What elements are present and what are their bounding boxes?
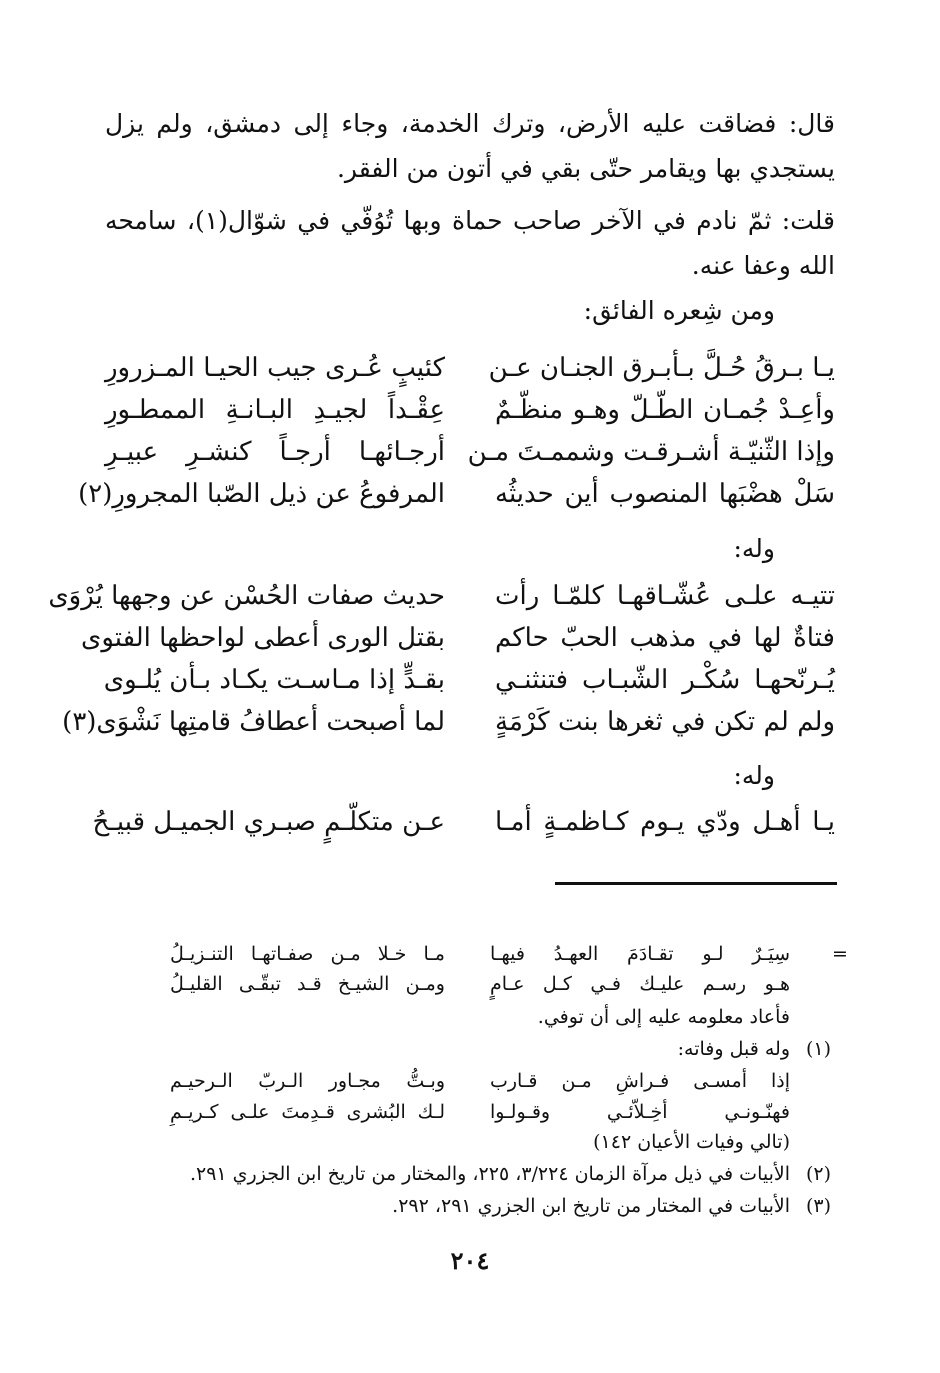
footnote-rule (555, 882, 837, 885)
para2-line2: الله وعفا عنه. (691, 251, 835, 280)
poem2-verse4-right: ولم لم تكن في ثغرها بنت كَرْمَةٍ (495, 707, 835, 737)
footnote3-text: الأبيات في المختار من تاريخ ابن الجزري ٢٩١، ٢٩٢. (392, 1195, 790, 1217)
poem2-intro: وله: (733, 534, 775, 563)
para1-line1: قال: فضاقت عليه الأرض، وترك الخدمة، وجاء إلى دمشق، ولم يزل (105, 109, 835, 138)
continuation-mark: = (832, 943, 848, 965)
poem2-verse1-right: تتيـه علـى عُشّـاقهـا كلمّـا رأت (495, 581, 835, 611)
poem1-verse3-right: وإذا الثّنيّـة أشـرقـت وشممـتَ مـن (467, 437, 835, 467)
cont-line: فأعاد معلومه عليه إلى أن توفي. (537, 1006, 790, 1028)
fn1-verse1-left: وبـتُّ مجـاور الـربّ الـرحيـم (170, 1070, 445, 1092)
cont-verse1-right: سِيَـرٌ لـو تقـادَمَ العهـدُ فيهـا (490, 943, 790, 965)
cont-verse2-right: هـو رسـم عليـك فـي كـل عـامٍ (490, 973, 790, 995)
poem2-verse2-right: فتاةٌ لها في مذهب الحبّ حاكم (495, 623, 835, 653)
cont-verse2-left: ومـن الشيـخ قـد تبقّـى القليـلُ (170, 973, 445, 995)
poem1-verse4-left: المرفوعُ عن ذيل الصّبا المجرورِ(٢) (78, 479, 445, 509)
poem3-verse1-right: يـا أهـل ودّي يـوم كـاظمـةٍ أمـا (495, 807, 835, 837)
poem3-intro: وله: (733, 761, 775, 790)
footnote2-number: (٢) (806, 1163, 832, 1185)
page-number: ٢٠٤ (450, 1246, 490, 1275)
footnote1-source: (تالي وفيات الأعيان ١٤٢) (593, 1131, 790, 1153)
footnote1-number: (١) (806, 1038, 832, 1060)
poem2-verse1-left: حديث صفات الحُسْن عن وجهها يُرْوَى (48, 581, 445, 611)
fn1-verse2-right: فهنّـونـي أخِـلاّئـي وقـولـوا (490, 1101, 790, 1123)
poem2-verse4-left: لما أصبحت أعطافُ قامتِها نَشْوَى(٣) (62, 707, 445, 737)
footnote3-number: (٣) (806, 1195, 832, 1217)
poem3-verse1-left: عـن متكلّـمٍ صبـري الجميـل قبيـحُ (92, 807, 445, 837)
fn1-verse2-left: لـك البُشرى قـدِمتَ علـى كـريـمِ (170, 1101, 445, 1123)
poem1-verse2-right: وأعِـدْ جُمـان الطّـلّ وهـو منظّـمٌ (495, 395, 835, 425)
poem2-verse2-left: بقتل الورى أعطى لواحظها الفتوى (80, 623, 445, 653)
poem1-verse2-left: عِقْـداً لجيـدِ البـانـةِ الممطـورِ (105, 395, 445, 425)
poem1-verse1-left: كئيبٍ عُـرى جيب الحيـا المـزرورِ (105, 353, 445, 383)
para2-line1: قلت: ثمّ نادم في الآخر صاحب حماة وبها تُوُفّي في شوّال(١)، سامحه (105, 206, 835, 235)
cont-verse1-left: مـا خـلا مـن صفـاتهـا التنـزيـلُ (170, 943, 445, 965)
poem1-verse1-right: يـا بـرقُ حُـلَّ بـأبـرق الجنـان عـن (488, 353, 835, 383)
poem1-verse3-left: أرجـائهـا أرجـاً كنشـرِ عبيـرِ (105, 437, 445, 467)
fn1-verse1-right: إذا أمسـى فـراشِ مـن قـارب (490, 1070, 790, 1092)
poem1-intro: ومن شِعره الفائق: (583, 296, 775, 325)
footnote2-text: الأبيات في ذيل مرآة الزمان ٣/٢٢٤، ٢٢٥، والمختار من تاريخ ابن الجزري ٢٩١. (189, 1163, 790, 1185)
poem1-verse4-right: سَلْ هضْبَها المنصوب أين حديثُه (495, 479, 835, 509)
poem2-verse3-left: بقـدٍّ إذا مـاسـت يكـاد بـأن يُلـوى (103, 665, 445, 695)
footnote1-text: وله قبل وفاته: (677, 1038, 790, 1060)
poem2-verse3-right: يُـرنّحهـا سُكْـر الشّبـاب فتنثنـي (495, 665, 835, 695)
para1-line2: يستجدي بها ويقامر حتّى بقي في أتون من الفقر. (336, 154, 835, 183)
